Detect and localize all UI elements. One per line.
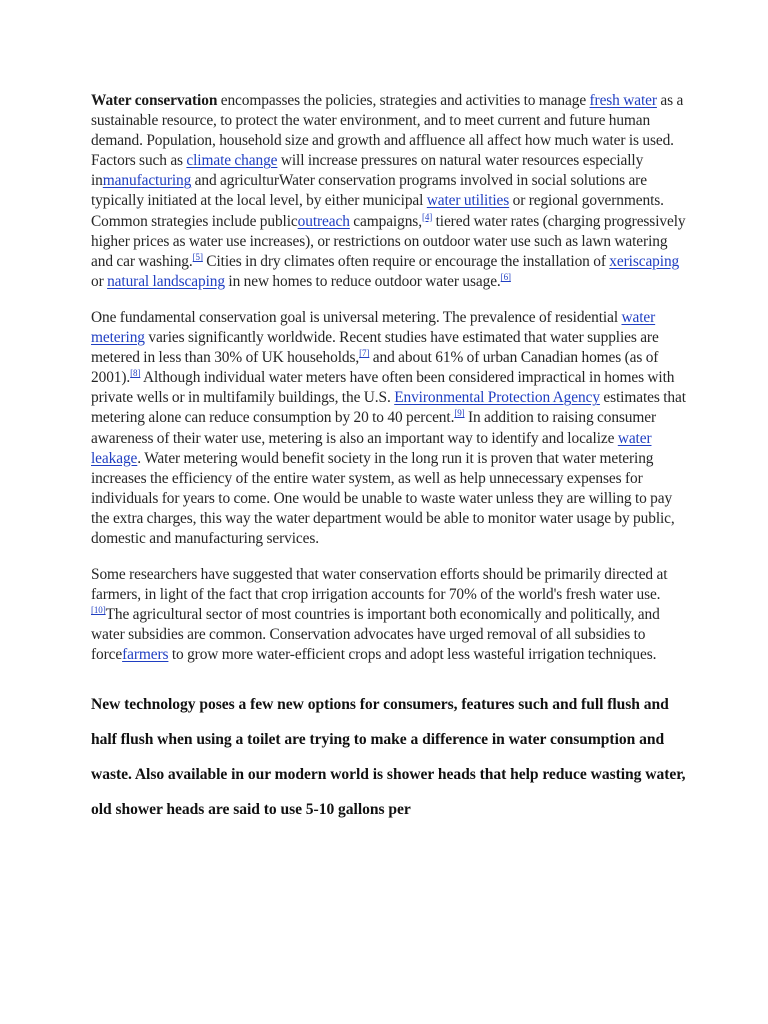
citation-link-8[interactable]: [8] <box>130 368 141 379</box>
citation-link-5[interactable]: [5] <box>192 251 203 262</box>
paragraph-new-technology: New technology poses a few new options for consumers, features such and full flush and half flush when using a toilet are trying to make a difference in water consumption and waste. Also available in our modern world is shower heads that help reduce wasting water, old shower heads are said to use 5-10 gallons per <box>91 695 686 819</box>
citation-8 <box>130 368 140 378</box>
link-water-utilities[interactable]: water utilities <box>426 192 510 210</box>
text-run: estimates that metering alone can reduce consumption by 20 to 40 percent. <box>91 389 686 427</box>
citation-link-4[interactable]: [4] <box>421 211 433 222</box>
citation-link-6[interactable]: [6] <box>500 271 511 282</box>
citation-6 <box>501 272 511 282</box>
link-natural-landscaping[interactable]: natural landscaping <box>107 272 225 290</box>
text-run: The agricultural sector of most countries is important both economically and politically, and water subsidies are common. Conservation advocates have urged removal of all subsidies to force <box>91 606 660 664</box>
text-run: Some researchers have suggested that water conservation efforts should be primarily directed at farmers, in light of the fact that crop irrigation accounts for 70% of the world's fresh water use. <box>91 566 668 604</box>
lead-term: Water conservation <box>91 92 218 109</box>
text-run: One fundamental conservation goal is universal metering. The prevalence of residential <box>91 308 622 326</box>
link-climate-change[interactable]: climate change <box>186 152 278 170</box>
text-run: and about 61% of urban Canadian homes (as of 2001). <box>91 349 659 387</box>
text-run: in new homes to reduce outdoor water usage. <box>224 272 501 290</box>
citation-4 <box>422 212 432 222</box>
citation-9 <box>454 408 464 418</box>
link-xeriscaping[interactable]: xeriscaping <box>609 252 680 270</box>
text-run: or regional governments. Common strategies include public <box>91 192 664 230</box>
citation-link-9[interactable]: [9] <box>454 408 465 419</box>
text-run: to grow more water-efficient crops and adopt less wasteful irrigation techniques. <box>168 646 657 664</box>
link-farmers[interactable]: farmers <box>122 646 169 664</box>
link-water-leakage[interactable]: water leakage <box>91 429 652 467</box>
link-fresh-water[interactable]: fresh water <box>589 92 657 109</box>
paragraph-intro <box>91 91 691 292</box>
link-outreach[interactable]: outreach <box>297 212 350 230</box>
link-water-metering[interactable]: water metering <box>91 308 656 347</box>
text-run: campaigns, <box>349 212 422 230</box>
citation-link-7[interactable]: [7] <box>359 348 370 359</box>
document-content <box>91 91 691 827</box>
link-manufacturing[interactable]: manufacturing <box>102 172 192 190</box>
text-run: Although individual water meters have often been considered impractical in homes with private wells or in multifamily buildings, the U.S. <box>91 369 675 407</box>
link-epa[interactable]: Environmental Protection Agency <box>394 389 600 407</box>
text-run: Cities in dry climates often require or encourage the installation of <box>202 252 610 270</box>
text-run: varies significantly worldwide. Recent studies have estimated that water supplies are metered in less than 30% of UK households, <box>91 329 659 367</box>
text-run: In addition to raising consumer awareness of their water use, metering is also an important way to identify and localize <box>91 409 657 447</box>
text-run: and agriculturWater conservation programs involved in social solutions are typically initiated at the local level, by either municipal <box>91 172 647 210</box>
text-run: . Water metering would benefit society in the long run it is proven that water metering increases the efficiency of the entire water system, as well as help unnecessary expenses for individuals for years to come. One would be unable to waste water unless they are willing to pay the extra charges, this way the water department would be able to monitor water usage by public, domestic and manufacturing services. <box>91 449 675 547</box>
paragraph-metering <box>91 308 691 549</box>
citation-7 <box>359 348 369 358</box>
citation-5 <box>193 252 203 262</box>
text-run: encompasses the policies, strategies and activities to manage <box>217 92 590 109</box>
paragraph-farmers <box>91 565 691 665</box>
text-run: will increase pressures on natural water resources especially in <box>91 152 644 190</box>
citation-10 <box>91 605 106 615</box>
text-run: or <box>91 272 108 290</box>
text-run: as a sustainable resource, to protect the water environment, and to meet current and future human demand. Population, household size and growth and affluence all affect how much water is used. Factors such as <box>91 92 684 170</box>
citation-link-10[interactable]: [10] <box>91 605 106 616</box>
text-run: tiered water rates (charging progressively higher prices as water use increases), or restrictions on outdoor water use such as lawn watering and car washing. <box>91 212 686 270</box>
